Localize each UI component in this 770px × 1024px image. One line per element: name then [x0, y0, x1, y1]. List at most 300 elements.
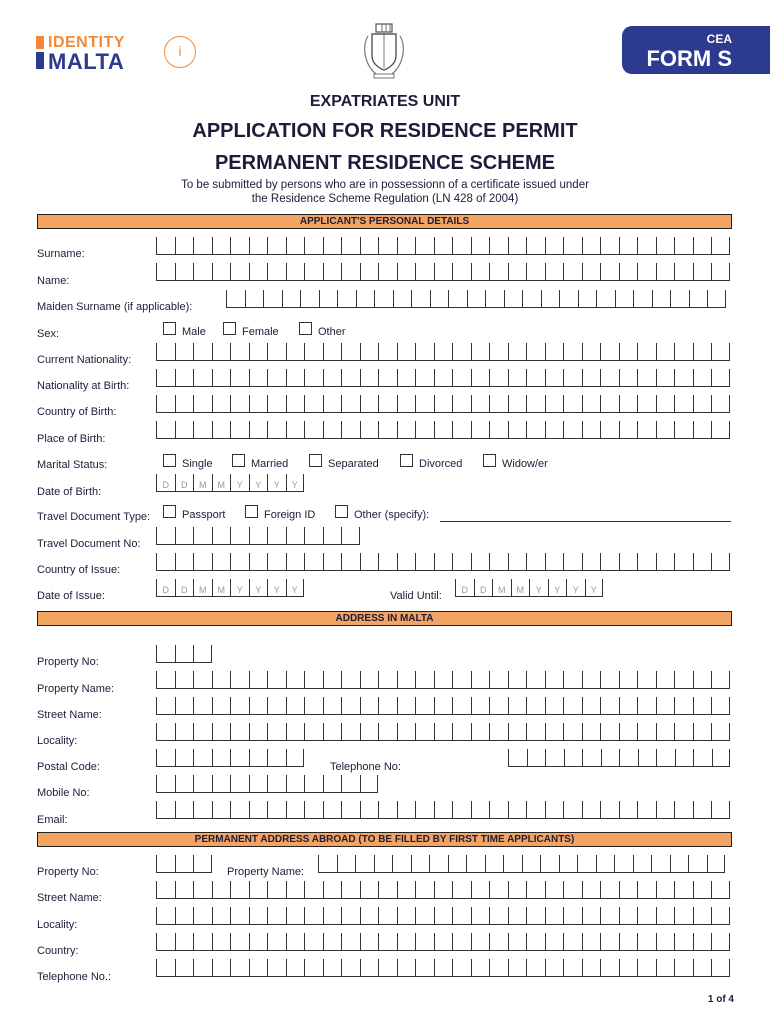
char-box[interactable] [448, 290, 467, 308]
char-box[interactable] [393, 290, 412, 308]
char-box[interactable] [415, 263, 434, 281]
char-box[interactable] [378, 395, 397, 413]
char-box[interactable] [397, 263, 416, 281]
char-box[interactable] [471, 959, 490, 977]
char-box[interactable] [582, 421, 601, 439]
char-box[interactable] [489, 723, 508, 741]
char-box[interactable] [286, 723, 305, 741]
char-box[interactable] [674, 723, 693, 741]
char-box[interactable] [434, 671, 453, 689]
char-box[interactable] [230, 881, 249, 899]
char-box[interactable] [674, 343, 693, 361]
char-box[interactable] [378, 343, 397, 361]
char-box[interactable] [341, 723, 360, 741]
char-box[interactable] [378, 881, 397, 899]
char-box[interactable] [582, 553, 601, 571]
char-box[interactable] [471, 263, 490, 281]
char-box[interactable] [360, 697, 379, 715]
malta-mobile-field[interactable] [156, 775, 378, 793]
char-box[interactable] [304, 553, 323, 571]
char-box[interactable] [452, 881, 471, 899]
char-box[interactable] [193, 959, 212, 977]
char-box[interactable] [563, 263, 582, 281]
char-box[interactable] [230, 237, 249, 255]
char-box[interactable] [471, 671, 490, 689]
char-box[interactable] [434, 801, 453, 819]
char-box[interactable] [674, 671, 693, 689]
char-box[interactable]: Y [249, 474, 268, 492]
char-box[interactable] [489, 343, 508, 361]
char-box[interactable] [415, 907, 434, 925]
char-box[interactable] [711, 697, 730, 715]
char-box[interactable] [711, 395, 730, 413]
char-box[interactable] [545, 907, 564, 925]
char-box[interactable] [249, 933, 268, 951]
char-box[interactable] [230, 723, 249, 741]
char-box[interactable] [415, 671, 434, 689]
char-box[interactable] [674, 553, 693, 571]
char-box[interactable] [527, 749, 546, 767]
malta-property-no-field[interactable] [156, 645, 212, 663]
malta-property-name-field[interactable] [156, 671, 730, 689]
travel-other-checkbox[interactable] [335, 508, 429, 521]
char-box[interactable] [337, 290, 356, 308]
char-box[interactable] [693, 671, 712, 689]
char-box[interactable] [175, 421, 194, 439]
char-box[interactable] [693, 263, 712, 281]
char-box[interactable] [489, 881, 508, 899]
char-box[interactable] [230, 775, 249, 793]
char-box[interactable] [249, 263, 268, 281]
char-box[interactable] [193, 855, 212, 873]
char-box[interactable] [526, 421, 545, 439]
char-box[interactable] [286, 421, 305, 439]
char-box[interactable] [323, 421, 342, 439]
char-box[interactable] [430, 290, 449, 308]
char-box[interactable] [489, 421, 508, 439]
char-box[interactable] [707, 855, 726, 873]
char-box[interactable] [693, 421, 712, 439]
char-box[interactable] [175, 933, 194, 951]
abroad-locality-field[interactable] [156, 907, 730, 925]
char-box[interactable] [267, 723, 286, 741]
char-box[interactable] [249, 527, 268, 545]
name-field[interactable] [156, 263, 730, 281]
char-box[interactable]: M [193, 579, 212, 597]
char-box[interactable] [304, 881, 323, 899]
char-box[interactable] [711, 553, 730, 571]
date-issue-field[interactable] [156, 579, 304, 597]
char-box[interactable] [415, 801, 434, 819]
char-box[interactable] [600, 553, 619, 571]
char-box[interactable] [471, 553, 490, 571]
char-box[interactable] [541, 290, 560, 308]
char-box[interactable] [674, 801, 693, 819]
char-box[interactable] [267, 671, 286, 689]
char-box[interactable] [193, 343, 212, 361]
char-box[interactable] [452, 697, 471, 715]
char-box[interactable] [563, 881, 582, 899]
char-box[interactable] [526, 553, 545, 571]
char-box[interactable] [156, 671, 175, 689]
char-box[interactable] [397, 881, 416, 899]
char-box[interactable] [615, 290, 634, 308]
char-box[interactable] [341, 553, 360, 571]
char-box[interactable] [434, 959, 453, 977]
char-box[interactable] [378, 369, 397, 387]
char-box[interactable]: D [156, 579, 175, 597]
char-box[interactable] [526, 881, 545, 899]
char-box[interactable] [360, 343, 379, 361]
char-box[interactable] [267, 697, 286, 715]
char-box[interactable] [651, 855, 670, 873]
char-box[interactable] [619, 671, 638, 689]
char-box[interactable] [397, 421, 416, 439]
char-box[interactable] [614, 855, 633, 873]
char-box[interactable] [526, 959, 545, 977]
char-box[interactable] [693, 237, 712, 255]
char-box[interactable] [471, 395, 490, 413]
char-box[interactable] [711, 671, 730, 689]
char-box[interactable] [619, 421, 638, 439]
char-box[interactable] [693, 697, 712, 715]
char-box[interactable] [508, 263, 527, 281]
char-box[interactable] [249, 749, 268, 767]
char-box[interactable] [656, 343, 675, 361]
char-box[interactable] [656, 959, 675, 977]
char-box[interactable] [600, 343, 619, 361]
char-box[interactable] [452, 369, 471, 387]
char-box[interactable] [175, 395, 194, 413]
char-box[interactable] [341, 907, 360, 925]
char-box[interactable] [341, 421, 360, 439]
char-box[interactable] [656, 907, 675, 925]
char-box[interactable] [600, 263, 619, 281]
char-box[interactable] [212, 263, 231, 281]
char-box[interactable] [540, 855, 559, 873]
char-box[interactable] [267, 369, 286, 387]
char-box[interactable] [249, 421, 268, 439]
char-box[interactable] [545, 801, 564, 819]
char-box[interactable] [693, 395, 712, 413]
char-box[interactable] [600, 933, 619, 951]
char-box[interactable] [415, 881, 434, 899]
char-box[interactable] [249, 959, 268, 977]
malta-telephone-field[interactable] [508, 749, 730, 767]
char-box[interactable] [577, 855, 596, 873]
char-box[interactable] [193, 775, 212, 793]
char-box[interactable] [619, 343, 638, 361]
char-box[interactable] [175, 369, 194, 387]
char-box[interactable] [304, 697, 323, 715]
char-box[interactable] [582, 263, 601, 281]
char-box[interactable] [156, 933, 175, 951]
char-box[interactable] [582, 343, 601, 361]
char-box[interactable] [434, 237, 453, 255]
char-box[interactable] [249, 237, 268, 255]
char-box[interactable] [230, 553, 249, 571]
char-box[interactable] [637, 881, 656, 899]
char-box[interactable] [323, 237, 342, 255]
char-box[interactable] [415, 421, 434, 439]
char-box[interactable] [600, 907, 619, 925]
char-box[interactable] [341, 395, 360, 413]
char-box[interactable] [156, 959, 175, 977]
char-box[interactable] [471, 343, 490, 361]
char-box[interactable] [508, 959, 527, 977]
char-box[interactable] [323, 527, 342, 545]
char-box[interactable] [193, 395, 212, 413]
char-box[interactable] [249, 697, 268, 715]
malta-street-field[interactable] [156, 697, 730, 715]
char-box[interactable] [341, 671, 360, 689]
char-box[interactable] [212, 801, 231, 819]
char-box[interactable] [378, 723, 397, 741]
abroad-property-name-field[interactable] [318, 855, 725, 873]
char-box[interactable] [156, 855, 175, 873]
char-box[interactable] [452, 553, 471, 571]
char-box[interactable] [711, 907, 730, 925]
char-box[interactable] [712, 749, 731, 767]
char-box[interactable] [267, 907, 286, 925]
char-box[interactable] [374, 855, 393, 873]
char-box[interactable] [637, 723, 656, 741]
char-box[interactable] [545, 881, 564, 899]
char-box[interactable] [193, 933, 212, 951]
char-box[interactable] [397, 553, 416, 571]
char-box[interactable] [323, 369, 342, 387]
char-box[interactable] [230, 395, 249, 413]
char-box[interactable] [633, 290, 652, 308]
char-box[interactable]: D [474, 579, 493, 597]
char-box[interactable] [600, 237, 619, 255]
char-box[interactable] [582, 933, 601, 951]
char-box[interactable] [304, 671, 323, 689]
char-box[interactable] [267, 553, 286, 571]
char-box[interactable] [429, 855, 448, 873]
char-box[interactable] [304, 775, 323, 793]
char-box[interactable] [670, 855, 689, 873]
char-box[interactable] [508, 553, 527, 571]
char-box[interactable] [637, 421, 656, 439]
char-box[interactable] [619, 881, 638, 899]
char-box[interactable] [471, 369, 490, 387]
char-box[interactable] [267, 395, 286, 413]
char-box[interactable] [356, 290, 375, 308]
char-box[interactable] [249, 723, 268, 741]
char-box[interactable] [286, 237, 305, 255]
char-box[interactable] [508, 697, 527, 715]
char-box[interactable] [286, 907, 305, 925]
char-box[interactable] [267, 749, 286, 767]
char-box[interactable] [323, 933, 342, 951]
char-box[interactable] [378, 421, 397, 439]
char-box[interactable] [545, 421, 564, 439]
char-box[interactable] [508, 907, 527, 925]
char-box[interactable] [193, 421, 212, 439]
char-box[interactable] [656, 421, 675, 439]
char-box[interactable] [212, 395, 231, 413]
char-box[interactable] [156, 645, 175, 663]
char-box[interactable] [286, 933, 305, 951]
char-box[interactable] [193, 237, 212, 255]
char-box[interactable] [526, 907, 545, 925]
char-box[interactable] [508, 881, 527, 899]
char-box[interactable] [674, 933, 693, 951]
char-box[interactable] [360, 421, 379, 439]
char-box[interactable] [489, 263, 508, 281]
char-box[interactable] [323, 907, 342, 925]
char-box[interactable] [619, 723, 638, 741]
char-box[interactable] [286, 697, 305, 715]
country-issue-field[interactable] [156, 553, 730, 571]
char-box[interactable] [323, 775, 342, 793]
char-box[interactable] [693, 933, 712, 951]
char-box[interactable] [323, 671, 342, 689]
char-box[interactable] [397, 907, 416, 925]
char-box[interactable] [323, 697, 342, 715]
char-box[interactable] [563, 343, 582, 361]
char-box[interactable]: Y [267, 579, 286, 597]
char-box[interactable] [230, 369, 249, 387]
char-box[interactable] [711, 801, 730, 819]
char-box[interactable] [360, 237, 379, 255]
char-box[interactable] [175, 881, 194, 899]
char-box[interactable] [471, 907, 490, 925]
char-box[interactable] [711, 959, 730, 977]
char-box[interactable] [526, 933, 545, 951]
char-box[interactable] [637, 263, 656, 281]
char-box[interactable] [397, 723, 416, 741]
char-box[interactable] [249, 907, 268, 925]
char-box[interactable] [489, 697, 508, 715]
char-box[interactable] [434, 881, 453, 899]
char-box[interactable] [193, 881, 212, 899]
char-box[interactable] [600, 881, 619, 899]
char-box[interactable] [674, 421, 693, 439]
char-box[interactable] [267, 881, 286, 899]
char-box[interactable] [286, 395, 305, 413]
char-box[interactable] [600, 671, 619, 689]
char-box[interactable] [656, 263, 675, 281]
char-box[interactable] [286, 343, 305, 361]
char-box[interactable] [563, 933, 582, 951]
current-nationality-field[interactable] [156, 343, 730, 361]
char-box[interactable] [674, 881, 693, 899]
char-box[interactable] [323, 959, 342, 977]
char-box[interactable] [489, 395, 508, 413]
char-box[interactable]: Y [529, 579, 548, 597]
char-box[interactable] [637, 369, 656, 387]
char-box[interactable] [526, 343, 545, 361]
char-box[interactable] [175, 907, 194, 925]
char-box[interactable] [175, 775, 194, 793]
char-box[interactable] [545, 697, 564, 715]
char-box[interactable]: Y [230, 474, 249, 492]
char-box[interactable] [471, 801, 490, 819]
char-box[interactable] [526, 263, 545, 281]
char-box[interactable] [360, 263, 379, 281]
char-box[interactable] [156, 775, 175, 793]
char-box[interactable] [656, 933, 675, 951]
char-box[interactable] [212, 697, 231, 715]
char-box[interactable] [619, 263, 638, 281]
char-box[interactable] [508, 749, 527, 767]
travel-other-specify-line[interactable] [440, 509, 731, 522]
char-box[interactable] [600, 723, 619, 741]
char-box[interactable] [637, 237, 656, 255]
char-box[interactable] [267, 527, 286, 545]
char-box[interactable] [175, 801, 194, 819]
char-box[interactable] [693, 749, 712, 767]
char-box[interactable] [508, 395, 527, 413]
char-box[interactable] [300, 290, 319, 308]
char-box[interactable] [452, 907, 471, 925]
char-box[interactable] [156, 697, 175, 715]
char-box[interactable] [212, 421, 231, 439]
char-box[interactable] [156, 369, 175, 387]
char-box[interactable] [637, 959, 656, 977]
char-box[interactable] [637, 553, 656, 571]
abroad-country-field[interactable] [156, 933, 730, 951]
marital-widow-checkbox[interactable] [483, 457, 548, 470]
char-box[interactable] [508, 343, 527, 361]
char-box[interactable] [415, 697, 434, 715]
char-box[interactable] [582, 369, 601, 387]
char-box[interactable] [582, 907, 601, 925]
char-box[interactable] [674, 237, 693, 255]
char-box[interactable] [452, 263, 471, 281]
char-box[interactable] [596, 290, 615, 308]
char-box[interactable]: M [212, 474, 231, 492]
char-box[interactable] [485, 855, 504, 873]
char-box[interactable] [360, 933, 379, 951]
char-box[interactable] [411, 855, 430, 873]
char-box[interactable] [374, 290, 393, 308]
char-box[interactable] [582, 881, 601, 899]
char-box[interactable] [175, 697, 194, 715]
char-box[interactable] [711, 369, 730, 387]
char-box[interactable] [249, 671, 268, 689]
char-box[interactable] [341, 263, 360, 281]
char-box[interactable] [563, 723, 582, 741]
char-box[interactable] [637, 801, 656, 819]
char-box[interactable] [286, 775, 305, 793]
char-box[interactable] [304, 527, 323, 545]
char-box[interactable] [652, 290, 671, 308]
char-box[interactable] [267, 959, 286, 977]
char-box[interactable] [175, 553, 194, 571]
char-box[interactable] [508, 933, 527, 951]
char-box[interactable] [341, 959, 360, 977]
char-box[interactable] [397, 697, 416, 715]
char-box[interactable] [563, 801, 582, 819]
char-box[interactable] [508, 671, 527, 689]
char-box[interactable] [434, 723, 453, 741]
char-box[interactable] [637, 343, 656, 361]
char-box[interactable] [397, 395, 416, 413]
char-box[interactable] [249, 395, 268, 413]
char-box[interactable] [526, 697, 545, 715]
char-box[interactable]: D [175, 579, 194, 597]
char-box[interactable] [193, 645, 212, 663]
char-box[interactable] [711, 421, 730, 439]
char-box[interactable] [175, 723, 194, 741]
char-box[interactable] [249, 553, 268, 571]
char-box[interactable] [452, 343, 471, 361]
char-box[interactable] [600, 395, 619, 413]
char-box[interactable] [156, 421, 175, 439]
